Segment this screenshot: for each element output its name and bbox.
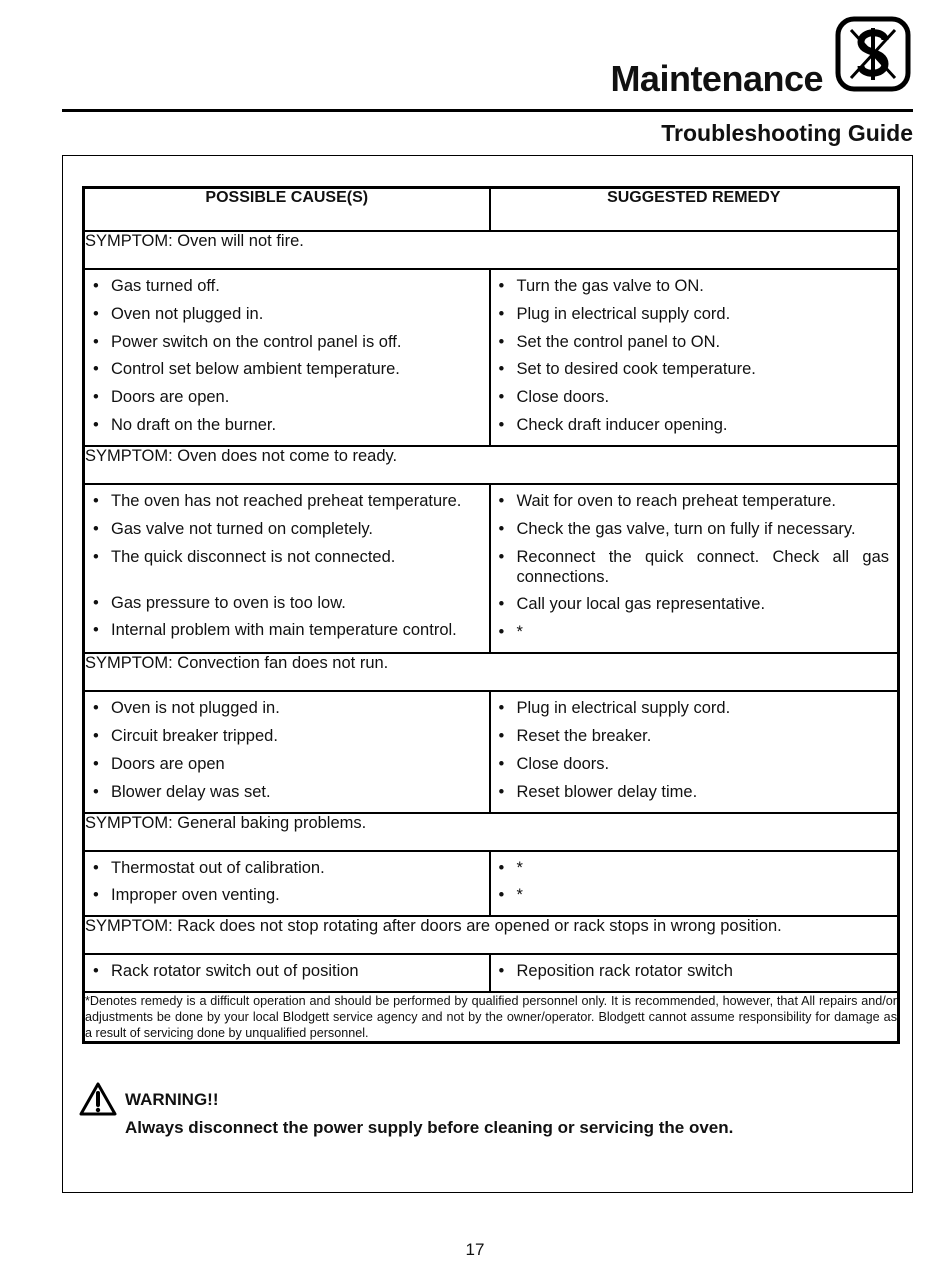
list-item: • Control set below ambient temperature. (93, 360, 400, 379)
table-row (84, 484, 899, 653)
column-header-remedy: SUGGESTED REMEDY (490, 188, 899, 232)
wrench-screwdriver-icon (835, 16, 911, 92)
troubleshooting-table (82, 186, 900, 1044)
list-item: • The oven has not reached preheat temperature. (93, 491, 462, 510)
list-item: • Set the control panel to ON. (498, 332, 721, 351)
list-item: • Turn the gas valve to ON. (498, 277, 704, 295)
table-row (84, 691, 899, 812)
list-item: • Thermostat out of calibration. (93, 858, 325, 877)
symptom-label: SYMPTOM: Convection fan does not run. (84, 653, 899, 691)
list-item: • Doors are open (93, 754, 225, 773)
warning-title: WARNING!! (125, 1090, 219, 1109)
list-item: • Oven is not plugged in. (93, 699, 280, 718)
causes-cell (84, 484, 490, 653)
list-item: • Doors are open. (93, 388, 230, 407)
list-item: • Set to desired cook temperature. (498, 360, 756, 379)
table-header-row (84, 188, 899, 232)
list-item: • Plug in electrical supply cord. (498, 699, 731, 718)
remedies-cell (490, 851, 899, 917)
warning-text: Always disconnect the power supply before cleaning or servicing the oven. (125, 1118, 734, 1137)
list-item: • Reconnect the quick connect. Check all gas connections. (498, 547, 889, 586)
page-number: 17 (465, 1240, 485, 1259)
remedies-cell (490, 954, 899, 992)
symptom-row (84, 813, 899, 851)
remedies-cell (490, 269, 899, 446)
list-item: • Call your local gas representative. (498, 595, 766, 614)
symptom-label: SYMPTOM: Oven will not fire. (84, 231, 899, 269)
page-title: Maintenance (610, 58, 823, 99)
footnote-text: *Denotes remedy is a difficult operation and should be performed by qualified personnel only. It is recommended, however, that All repairs and/or adjustments be done by your local Blodgett service agency and not by the owner/operator. Blodgett cannot assume responsibility for damage as a result of servicing done by unqualified personnel. (84, 992, 899, 1043)
causes-cell (84, 954, 490, 992)
header-divider (62, 109, 913, 112)
warning-triangle-icon (79, 1082, 117, 1116)
list-item: • Gas turned off. (93, 277, 220, 295)
causes-cell (84, 851, 490, 917)
symptom-row (84, 231, 899, 269)
list-item: • No draft on the burner. (93, 415, 277, 434)
list-item: • Internal problem with main temperature control. (93, 621, 457, 640)
list-item: • Close doors. (498, 754, 610, 773)
symptom-label: SYMPTOM: Oven does not come to ready. (84, 446, 899, 484)
symptom-row (84, 916, 899, 954)
symptom-row (84, 446, 899, 484)
list-item: • Gas pressure to oven is too low. (93, 593, 346, 612)
list-item: • Wait for oven to reach preheat temperature. (498, 491, 836, 510)
list-item: • * (498, 623, 523, 642)
symptom-label: SYMPTOM: General baking problems. (84, 813, 899, 851)
section-subtitle: Troubleshooting Guide (661, 120, 913, 146)
list-item: • Plug in electrical supply cord. (498, 304, 731, 323)
footnote-row (84, 992, 899, 1043)
list-item: • Power switch on the control panel is off. (93, 332, 402, 351)
list-item: • Close doors. (498, 388, 610, 407)
column-header-cause: POSSIBLE CAUSE(S) (84, 188, 490, 232)
table-row (84, 269, 899, 446)
causes-cell (84, 269, 490, 446)
list-item: • * (498, 886, 523, 905)
list-item: • Rack rotator switch out of position (93, 962, 359, 981)
causes-cell (84, 691, 490, 812)
list-item: • Check draft inducer opening. (498, 415, 728, 434)
list-item: • Check the gas valve, turn on fully if necessary. (498, 519, 856, 538)
list-item: • Reset the breaker. (498, 726, 652, 745)
list-item: • Improper oven venting. (93, 886, 280, 905)
table-row (84, 851, 899, 917)
list-item: • Reposition rack rotator switch (498, 962, 733, 981)
table-row (84, 954, 899, 992)
list-item: • * (498, 858, 523, 877)
list-item: • Reset blower delay time. (498, 782, 698, 801)
symptom-row (84, 653, 899, 691)
list-item: • Circuit breaker tripped. (93, 726, 278, 745)
remedies-cell (490, 691, 899, 812)
remedies-cell (490, 484, 899, 653)
list-item: • Gas valve not turned on completely. (93, 519, 374, 538)
list-item: • The quick disconnect is not connected. (93, 547, 396, 566)
list-item: • Blower delay was set. (93, 782, 271, 801)
symptom-label: SYMPTOM: Rack does not stop rotating after doors are opened or rack stops in wrong position. (84, 916, 899, 954)
list-item: • Oven not plugged in. (93, 304, 264, 323)
